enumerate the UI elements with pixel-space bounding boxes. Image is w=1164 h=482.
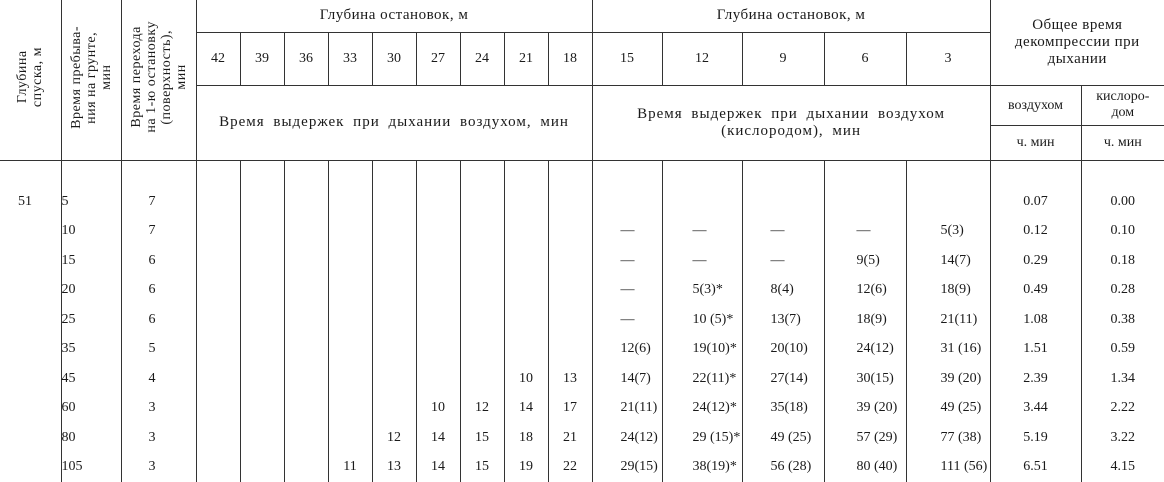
table-cell: — [692, 223, 707, 238]
table-cell: 25 [61, 311, 76, 327]
table-cell [197, 246, 240, 276]
table-cell: — [620, 252, 635, 268]
table-cell: 38(19)* [692, 459, 737, 474]
table-cell [329, 305, 372, 335]
table-cell [417, 246, 460, 276]
table-cell: 10 [61, 223, 76, 238]
table-cell: 49 (25) [770, 429, 812, 445]
column-values [122, 187, 196, 482]
table-cell [461, 364, 504, 394]
table-cell: 49 (25) [940, 400, 982, 415]
table-cell [373, 364, 416, 394]
table-cell [241, 423, 284, 453]
table-cell: 39 (20) [856, 400, 898, 415]
table-cell: 0.59 [1110, 341, 1136, 356]
table-cell: 21(11) [620, 400, 658, 415]
column-total-air [990, 187, 1081, 482]
table-cell [0, 423, 61, 453]
table-cell: 27(14) [770, 370, 808, 386]
stop-depth-33: 33 [328, 32, 372, 85]
column-values [417, 187, 460, 482]
table-cell: 14 [519, 400, 533, 415]
table-cell: 45 [61, 370, 76, 386]
table-cell [0, 246, 61, 276]
column-values [593, 187, 662, 482]
table-cell [241, 246, 284, 276]
table-cell: 17 [563, 400, 577, 415]
table-cell [373, 275, 416, 305]
table-cell [505, 275, 548, 305]
table-cell [505, 334, 548, 364]
table-cell: 29(15) [620, 459, 658, 474]
table-cell [197, 305, 240, 335]
table-cell [0, 275, 61, 305]
total-air-unit: ч. мин [1016, 134, 1055, 150]
table-cell: 20 [61, 282, 76, 297]
table-cell: 0.38 [1110, 311, 1136, 327]
table-cell [373, 246, 416, 276]
table-cell: 5(3)* [692, 282, 723, 297]
table-cell [329, 275, 372, 305]
stop-depth-42: 42 [196, 32, 240, 85]
table-cell [241, 187, 284, 217]
table-cell: 3 [148, 429, 156, 445]
table-cell: 7 [148, 193, 156, 209]
table-cell [197, 275, 240, 305]
table-cell [373, 305, 416, 335]
table-cell: 3 [148, 459, 156, 474]
column-values [197, 187, 240, 482]
table-cell [241, 364, 284, 394]
table-cell: 51 [18, 193, 32, 209]
table-cell [549, 275, 592, 305]
table-cell [417, 216, 460, 246]
column-total-oxygen [1081, 187, 1164, 482]
table-cell: — [856, 223, 871, 238]
header-stops-depth-right: Глубина остановок, м [592, 0, 990, 32]
header-stops-depth-left: Глубина остановок, м [196, 0, 592, 32]
table-cell [197, 187, 240, 217]
total-oxygen-unit: ч. мин [1103, 134, 1142, 150]
column-values [329, 187, 372, 482]
table-cell: 0.28 [1110, 282, 1136, 297]
table-cell: 15 [475, 459, 489, 474]
table-cell: 12 [475, 400, 489, 415]
table-cell [197, 393, 240, 423]
table-cell: 7 [148, 223, 156, 238]
table-cell [241, 305, 284, 335]
table-cell [197, 364, 240, 394]
total-oxygen-label: кислоро- дом [1082, 86, 1164, 126]
table-cell [0, 305, 61, 335]
table-cell: 15 [61, 252, 76, 268]
table-cell [417, 275, 460, 305]
header-transition-time: Время перехода на 1-ю остановку (поверхность), мин [121, 0, 196, 160]
table-cell [505, 187, 548, 217]
column-transition [121, 187, 196, 482]
stop-depth-21: 21 [504, 32, 548, 85]
table-cell: 1.34 [1110, 370, 1136, 386]
stop-depth-15: 15 [592, 32, 662, 85]
table-cell: — [692, 252, 707, 268]
column-values [825, 187, 906, 482]
table-cell [197, 452, 240, 482]
table-cell [549, 187, 592, 217]
header-depth: Глубина спуска, м [0, 0, 61, 160]
header-exposure-air: Время выдержек при дыхании воздухом, мин [196, 85, 592, 160]
table-cell: 4.15 [1110, 459, 1136, 474]
table-cell: 0.00 [1110, 193, 1136, 209]
table-cell: 31 (16) [940, 341, 982, 356]
table-cell [663, 187, 742, 217]
table-cell [197, 216, 240, 246]
table-cell: 60 [61, 400, 76, 415]
table-cell: 1.08 [1023, 311, 1048, 327]
table-cell: 5.19 [1023, 429, 1048, 445]
table-cell: 14(7) [940, 252, 971, 268]
stop-depth-12: 12 [662, 32, 742, 85]
table-cell: 6 [148, 311, 156, 327]
table-cell: 22 [563, 459, 577, 474]
table-cell [285, 393, 328, 423]
table-cell: 0.29 [1023, 252, 1048, 268]
table-cell [0, 364, 61, 394]
table-cell: 56 (28) [770, 459, 812, 474]
header-total-oxygen [1081, 85, 1164, 160]
table-cell [241, 452, 284, 482]
table-cell: 13 [387, 459, 401, 474]
table-cell: 29 (15)* [692, 429, 741, 445]
table-cell: 35 [61, 341, 76, 356]
column-values [549, 187, 592, 482]
table-cell: 18 [519, 429, 533, 445]
table-cell [285, 364, 328, 394]
table-cell: 30(15) [856, 370, 894, 386]
column-s6 [824, 187, 906, 482]
column-values [907, 187, 990, 482]
table-cell [285, 246, 328, 276]
table-cell: 6 [148, 252, 156, 268]
column-values [1082, 187, 1164, 482]
table-cell: 12(6) [620, 341, 651, 356]
column-values [285, 187, 328, 482]
table-cell [907, 187, 990, 217]
table-cell [461, 275, 504, 305]
column-s27 [416, 187, 460, 482]
table-cell: 18(9) [940, 282, 971, 297]
total-air-label: воздухом [991, 86, 1081, 126]
table-cell [241, 393, 284, 423]
table-cell: 6 [148, 282, 156, 297]
table-cell [549, 305, 592, 335]
table-cell [0, 393, 61, 423]
column-s30 [372, 187, 416, 482]
table-cell [461, 305, 504, 335]
stop-depth-24: 24 [460, 32, 504, 85]
table-cell: 5 [148, 341, 156, 356]
table-cell: 3.22 [1110, 429, 1136, 445]
table-cell [329, 216, 372, 246]
table-cell: — [620, 282, 635, 297]
table-cell: 10 [431, 400, 445, 415]
table-cell: 19(10)* [692, 341, 737, 356]
column-values [373, 187, 416, 482]
column-s15 [592, 187, 662, 482]
table-cell: 3 [148, 400, 156, 415]
table-cell: 2.39 [1023, 370, 1048, 386]
table-cell [825, 187, 906, 217]
table-cell [461, 216, 504, 246]
column-values [0, 187, 61, 482]
table-cell: 15 [475, 429, 489, 445]
table-cell: 11 [343, 459, 357, 474]
table-cell [285, 334, 328, 364]
table-cell [417, 364, 460, 394]
table-cell [549, 246, 592, 276]
table-cell: 14(7) [620, 370, 651, 386]
header-bottom-time: Время пребыва- ния на грунте, мин [61, 0, 121, 160]
table-cell: 12(6) [856, 282, 887, 297]
table-cell: 105 [61, 459, 83, 474]
table-cell: 0.49 [1023, 282, 1048, 297]
table-cell: — [770, 252, 785, 268]
table-cell: 0.12 [1023, 223, 1048, 238]
stop-depth-3: 3 [906, 32, 990, 85]
stop-depth-9: 9 [742, 32, 824, 85]
table-cell: 21 [563, 429, 577, 445]
header-exposure-air-oxygen: Время выдержек при дыхании воздухом (кислородом), мин [592, 85, 990, 160]
table-cell [373, 334, 416, 364]
column-s36 [284, 187, 328, 482]
table-cell: 8(4) [770, 282, 794, 297]
header-total-air [990, 85, 1081, 160]
table-cell: 9(5) [856, 252, 880, 268]
stop-depth-30: 30 [372, 32, 416, 85]
table-cell: 0.07 [1023, 193, 1048, 209]
stop-depth-27: 27 [416, 32, 460, 85]
table-cell: 77 (38) [940, 429, 982, 445]
table-cell: 0.10 [1110, 223, 1136, 238]
table-cell [285, 216, 328, 246]
table-cell [373, 216, 416, 246]
table-cell [285, 305, 328, 335]
table-cell [505, 216, 548, 246]
table-cell [743, 187, 824, 217]
table-cell [417, 334, 460, 364]
column-values [461, 187, 504, 482]
table-cell: 22(11)* [692, 370, 737, 386]
table-cell: 10 (5)* [692, 311, 734, 327]
table-cell: 2.22 [1110, 400, 1136, 415]
table-cell [593, 187, 662, 217]
table-cell: — [770, 223, 785, 238]
table-cell: 12 [387, 429, 401, 445]
column-s39 [240, 187, 284, 482]
table-cell [241, 334, 284, 364]
table-cell [549, 334, 592, 364]
table-cell: 24(12) [620, 429, 658, 445]
table-cell: 18(9) [856, 311, 887, 327]
column-values [62, 187, 121, 482]
table-cell [197, 423, 240, 453]
table-cell: 24(12) [856, 341, 894, 356]
table-cell: 10 [519, 370, 533, 386]
table-cell [373, 393, 416, 423]
table-cell [549, 216, 592, 246]
column-s24 [460, 187, 504, 482]
table-cell [329, 187, 372, 217]
column-s3 [906, 187, 990, 482]
table-cell: 5 [61, 193, 69, 209]
table-cell [461, 334, 504, 364]
column-values [991, 187, 1081, 482]
column-values [241, 187, 284, 482]
stop-depth-18: 18 [548, 32, 592, 85]
header-total-time: Общее время декомпрессии при дыхании [990, 0, 1164, 85]
table-cell [197, 334, 240, 364]
table-cell [373, 187, 416, 217]
table-cell: 24(12)* [692, 400, 737, 415]
column-s12 [662, 187, 742, 482]
table-cell [0, 216, 61, 246]
table-cell: 13 [563, 370, 577, 386]
table-cell: 19 [519, 459, 533, 474]
column-s42 [196, 187, 240, 482]
table-cell [329, 393, 372, 423]
table-cell [0, 452, 61, 482]
table-cell: 1.51 [1023, 341, 1048, 356]
stop-depth-39: 39 [240, 32, 284, 85]
table-cell: 14 [431, 459, 445, 474]
table-cell [285, 423, 328, 453]
table-cell: 39 (20) [940, 370, 982, 386]
column-s9 [742, 187, 824, 482]
table-cell [417, 187, 460, 217]
column-s18 [548, 187, 592, 482]
table-cell: 80 [61, 429, 76, 445]
table-cell [505, 246, 548, 276]
table-cell [285, 187, 328, 217]
column-time [61, 187, 121, 482]
table-cell [285, 275, 328, 305]
table-cell: 20(10) [770, 341, 808, 356]
table-cell: 57 (29) [856, 429, 898, 445]
table-cell [241, 275, 284, 305]
table-cell [417, 305, 460, 335]
column-values [663, 187, 742, 482]
table-cell: 0.18 [1110, 252, 1136, 268]
table-cell [461, 246, 504, 276]
table-cell: 3.44 [1023, 400, 1048, 415]
table-cell: 80 (40) [856, 459, 898, 474]
table-cell: 5(3) [940, 223, 964, 238]
table-cell: 111 (56) [940, 459, 988, 474]
table-cell [329, 364, 372, 394]
column-values [505, 187, 548, 482]
table-cell: 6.51 [1023, 459, 1048, 474]
stop-depth-36: 36 [284, 32, 328, 85]
table-cell [241, 216, 284, 246]
table-cell: — [620, 223, 635, 238]
table-cell: 13(7) [770, 311, 801, 327]
column-s21 [504, 187, 548, 482]
table-cell: — [620, 311, 635, 327]
table-cell [0, 334, 61, 364]
column-s33 [328, 187, 372, 482]
column-depth [0, 187, 61, 482]
table-cell [329, 246, 372, 276]
table-cell [461, 187, 504, 217]
table-cell: 21(11) [940, 311, 978, 327]
table-cell [505, 305, 548, 335]
column-values [743, 187, 824, 482]
table-cell: 4 [148, 370, 156, 386]
table-cell [285, 452, 328, 482]
stop-depth-6: 6 [824, 32, 906, 85]
table-cell [329, 334, 372, 364]
table-cell [329, 423, 372, 453]
table-cell: 35(18) [770, 400, 808, 415]
table-cell: 14 [431, 429, 445, 445]
